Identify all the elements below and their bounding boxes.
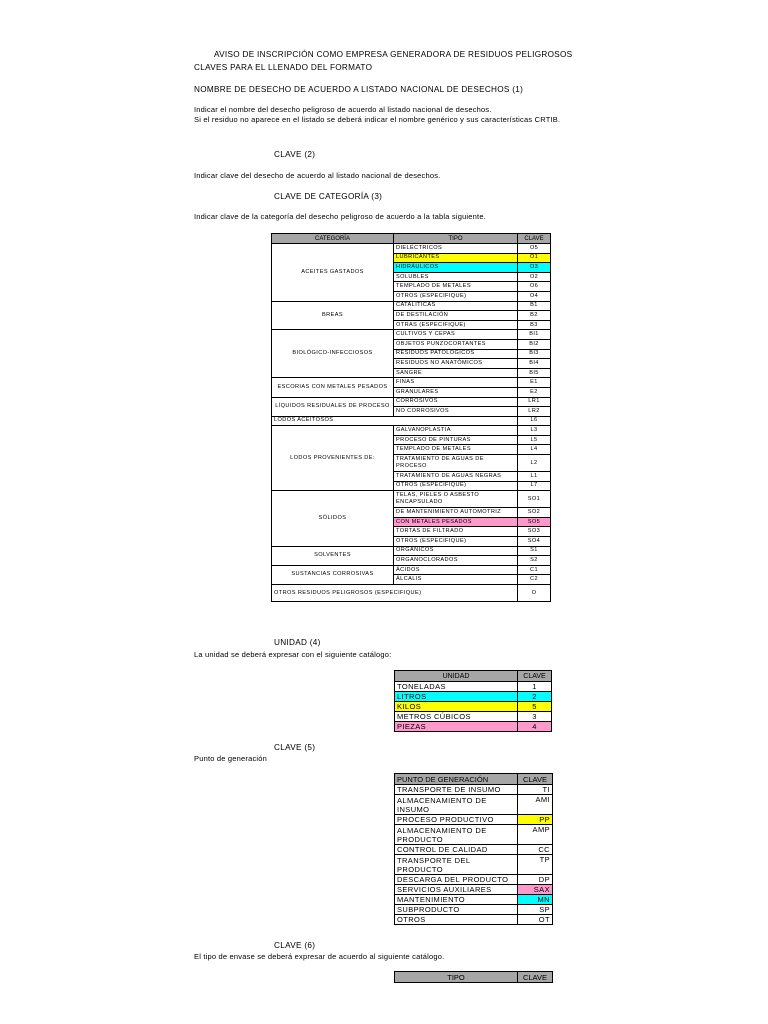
doc-title: AVISO DE INSCRIPCIÓN COMO EMPRESA GENERADORA DE RESIDUOS PELIGROSOS [214, 50, 573, 59]
clave-cell: BI5 [518, 368, 551, 378]
category-cell: BIOLÓGICO-INFECCIOSOS [272, 330, 394, 378]
table-row [395, 815, 553, 825]
section1-title: NOMBRE DE DESECHO DE ACUERDO A LISTADO NACIONAL DE DESECHOS (1) [194, 85, 524, 94]
clave-cell: LR1 [518, 397, 551, 407]
punto-generacion-table [394, 773, 553, 925]
tipo-cell: TEMPLADO DE METALES [394, 445, 518, 455]
clave-cell: DP [518, 875, 553, 885]
punto-cell: PROCESO PRODUCTIVO [395, 815, 518, 825]
table-row [395, 905, 553, 915]
tipo-cell: OTROS (ESPECIFIQUE) [394, 537, 518, 547]
tipo-cell: RESIDUOS NO ANATÓMICOS [394, 359, 518, 369]
table-row [272, 397, 551, 407]
table-row [395, 915, 553, 925]
tipo-cell: ORGÁNICOS [394, 546, 518, 556]
clave-cell: O4 [518, 291, 551, 301]
tipo-cell: RESIDUOS PATOLÓGICOS [394, 349, 518, 359]
tipo-cell: LUBRICANTES [394, 253, 518, 263]
clave-cell: SO1 [518, 491, 551, 508]
section6-title: CLAVE (6) [274, 941, 316, 950]
tipo-cell: TORTAS DE FILTRADO [394, 527, 518, 537]
section2-title: CLAVE (2) [274, 150, 316, 159]
tipo-cell: CULTIVOS Y CEPAS [394, 330, 518, 340]
tipo-cell: DIELÉCTRICOS [394, 244, 518, 254]
tipo-cell: HIDRÁULICOS [394, 263, 518, 273]
category-cell: LODOS ACEITOSOS [272, 416, 518, 426]
clave-cell: 2 [518, 692, 552, 702]
unidad-cell: PIEZAS [395, 722, 518, 732]
unidad-cell: TONELADAS [395, 682, 518, 692]
category-cell: SÓLIDOS [272, 491, 394, 546]
clave-cell: C2 [518, 575, 551, 585]
pt-header-clave: CLAVE [518, 774, 553, 785]
section1-text2: Si el residuo no aparece en el listado se deberá indicar el nombre genérico y sus características CRTIB. [194, 115, 561, 124]
table-row [272, 546, 551, 556]
clave-cell: 4 [518, 722, 552, 732]
clave-cell: BI3 [518, 349, 551, 359]
unidad-cell: LITROS [395, 692, 518, 702]
table-row [395, 885, 553, 895]
tipo-header-tipo: TIPO [395, 972, 518, 983]
tipo-cell: FINAS [394, 378, 518, 388]
unit-header-unidad: UNIDAD [395, 671, 518, 682]
clave-cell: O [518, 585, 551, 602]
category-cell: OTROS RESIDUOS PELIGROSOS (ESPECIFIQUE) [272, 585, 518, 602]
clave-cell: SO2 [518, 508, 551, 518]
clave-cell: O1 [518, 253, 551, 263]
clave-cell: B3 [518, 320, 551, 330]
table-row [395, 712, 552, 722]
tipo-cell: DE MANTENIMIENTO AUTOMOTRIZ [394, 508, 518, 518]
table-row [395, 875, 553, 885]
category-cell: BREAS [272, 301, 394, 330]
clave-cell: PP [518, 815, 553, 825]
table-row [395, 702, 552, 712]
category-cell: SUSTANCIAS CORROSIVAS [272, 565, 394, 584]
clave-cell: 1 [518, 682, 552, 692]
table-row [395, 722, 552, 732]
clave-cell: 3 [518, 712, 552, 722]
clave-cell: B1 [518, 301, 551, 311]
table-row [272, 330, 551, 340]
table-row [272, 491, 551, 508]
unidad-table [394, 670, 552, 732]
pt-header-punto: PUNTO DE GENERACIÓN [395, 774, 518, 785]
section5-text: Punto de generación [194, 754, 268, 763]
tipo-cell: GRANULARES [394, 387, 518, 397]
punto-cell: DESCARGA DEL PRODUCTO [395, 875, 518, 885]
tipo-cell: ÁCIDOS [394, 565, 518, 575]
punto-cell: MANTENIMIENTO [395, 895, 518, 905]
punto-cell: ALMACENAMIENTO DE INSUMO [395, 795, 518, 815]
punto-cell: TRANSPORTE DE INSUMO [395, 785, 518, 795]
table-row [272, 301, 551, 311]
clave-cell: SP [518, 905, 553, 915]
tipo-cell: OBJETOS PUNZOCORTANTES [394, 339, 518, 349]
clave-cell: SO3 [518, 527, 551, 537]
table-row [395, 895, 553, 905]
doc-subtitle: CLAVES PARA EL LLENADO DEL FORMATO [194, 63, 373, 72]
category-cell: LÍQUIDOS RESIDUALES DE PROCESO [272, 397, 394, 416]
punto-cell: TRANSPORTE DEL PRODUCTO [395, 855, 518, 875]
clave-cell: MN [518, 895, 553, 905]
category-cell: ACEITES GASTADOS [272, 244, 394, 302]
section4-title: UNIDAD (4) [274, 638, 321, 647]
tipo-cell: ORGANOCLORADOS [394, 556, 518, 566]
clave-cell: L3 [518, 426, 551, 436]
tipo-cell: TEMPLADO DE METALES [394, 282, 518, 292]
section4-text: La unidad se deberá expresar con el siguiente catálogo: [194, 650, 392, 659]
clave-cell: CC [518, 845, 553, 855]
section2-text: Indicar clave del desecho de acuerdo al listado nacional de desechos. [194, 171, 441, 180]
clave-cell: L2 [518, 455, 551, 472]
tipo-cell: GALVANOPLASTIA [394, 426, 518, 436]
clave-cell: B2 [518, 311, 551, 321]
table-row [395, 682, 552, 692]
clave-cell: L1 [518, 472, 551, 482]
table-row [395, 825, 553, 845]
punto-cell: ALMACENAMIENTO DE PRODUCTO [395, 825, 518, 845]
tipo-cell: TRATAMIENTO DE AGUAS DE PROCESO [394, 455, 518, 472]
table-row [272, 565, 551, 575]
tipo-cell: SANGRE [394, 368, 518, 378]
table-row [272, 585, 551, 602]
clave-cell: L5 [518, 435, 551, 445]
clave-cell: SO4 [518, 537, 551, 547]
category-cell: LODOS PROVENIENTES DE: [272, 426, 394, 491]
section3-text: Indicar clave de la categoría del desecho peligroso de acuerdo a la tabla siguiente. [194, 212, 486, 221]
clave-cell: TI [518, 785, 553, 795]
tipo-cell: CORROSIVOS [394, 397, 518, 407]
tipo-envase-table [394, 971, 553, 983]
clave-cell: OT [518, 915, 553, 925]
clave-cell: BI4 [518, 359, 551, 369]
table-row [272, 378, 551, 388]
table-row [272, 416, 551, 426]
punto-cell: SUBPRODUCTO [395, 905, 518, 915]
clave-cell: L4 [518, 445, 551, 455]
clave-cell: SO5 [518, 517, 551, 527]
tipo-cell: TELAS, PIELES O ASBESTO ENCAPSULADO [394, 491, 518, 508]
punto-cell: CONTROL DE CALIDAD [395, 845, 518, 855]
clave-cell: O6 [518, 282, 551, 292]
category-cell: ESCORIAS CON METALES PESADOS [272, 378, 394, 397]
tipo-cell: DE DESTILACIÓN [394, 311, 518, 321]
clave-cell: 5 [518, 702, 552, 712]
clave-cell: LR2 [518, 407, 551, 417]
tipo-header-clave: CLAVE [518, 972, 553, 983]
clave-cell: S2 [518, 556, 551, 566]
tipo-cell: OTROS (ESPECIFIQUE) [394, 481, 518, 491]
section5-title: CLAVE (5) [274, 743, 316, 752]
tipo-cell: OTRAS (ESPECIFIQUE) [394, 320, 518, 330]
clave-cell: BI1 [518, 330, 551, 340]
punto-cell: SERVICIOS AUXILIARES [395, 885, 518, 895]
clave-cell: S1 [518, 546, 551, 556]
clave-cell: SAX [518, 885, 553, 895]
tipo-cell: CATALÍTICAS [394, 301, 518, 311]
tipo-cell: SOLUBLES [394, 272, 518, 282]
cat-header-categoria: CATEGORÍA [272, 234, 394, 244]
table-row [395, 845, 553, 855]
tipo-cell: NO CORROSIVOS [394, 407, 518, 417]
unit-header-clave: CLAVE [518, 671, 552, 682]
tipo-cell: ÁLCALIS [394, 575, 518, 585]
section6-text: El tipo de envase se deberá expresar de acuerdo al siguiente catálogo. [194, 952, 445, 961]
category-cell: SOLVENTES [272, 546, 394, 565]
tipo-cell: TRATAMIENTO DE AGUAS NEGRAS [394, 472, 518, 482]
clave-cell: C1 [518, 565, 551, 575]
tipo-cell: PROCESO DE PINTURAS [394, 435, 518, 445]
table-row [395, 785, 553, 795]
section3-title: CLAVE DE CATEGORÍA (3) [274, 192, 383, 201]
clave-cell: AMP [518, 825, 553, 845]
table-row [395, 692, 552, 702]
cat-header-tipo: TIPO [394, 234, 518, 244]
table-row [395, 855, 553, 875]
cat-header-clave: CLAVE [518, 234, 551, 244]
clave-cell: O5 [518, 244, 551, 254]
clave-cell: L7 [518, 481, 551, 491]
clave-cell: TP [518, 855, 553, 875]
category-table [271, 233, 551, 602]
clave-cell: E2 [518, 387, 551, 397]
clave-cell: E1 [518, 378, 551, 388]
unidad-cell: METROS CÚBICOS [395, 712, 518, 722]
tipo-cell: CON METALES PESADOS [394, 517, 518, 527]
clave-cell: AMI [518, 795, 553, 815]
clave-cell: BI2 [518, 339, 551, 349]
clave-cell: L6 [518, 416, 551, 426]
section1-text1: Indicar el nombre del desecho peligroso de acuerdo al listado nacional de desechos. [194, 105, 492, 114]
table-row [272, 244, 551, 254]
table-row [395, 795, 553, 815]
table-row [272, 426, 551, 436]
clave-cell: O2 [518, 272, 551, 282]
punto-cell: OTROS [395, 915, 518, 925]
tipo-cell: OTROS (ESPECIFIQUE) [394, 291, 518, 301]
clave-cell: O3 [518, 263, 551, 273]
unidad-cell: KILOS [395, 702, 518, 712]
